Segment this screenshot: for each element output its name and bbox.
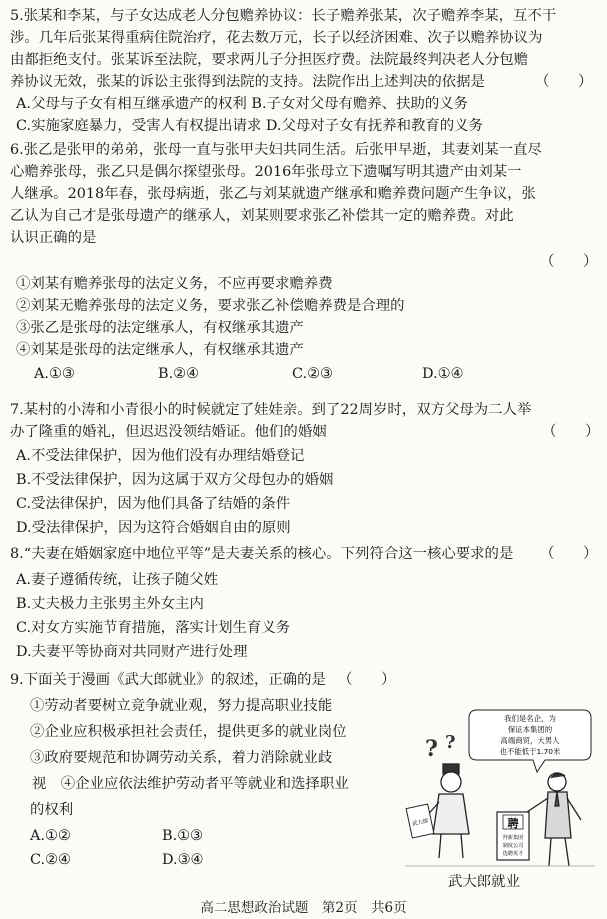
- sign-sub-line-2: 制度公司: [502, 843, 524, 849]
- q9-item-3: ③政府要规范和协调劳动关系，着力消除就业歧: [30, 750, 333, 766]
- q7-option-c: C.受法律保护，因为他们具备了结婚的条件: [16, 496, 291, 512]
- q9-item-3-cont: 视 ④企业应依法维护劳动者平等就业和选择职业: [32, 776, 349, 792]
- speech-line-4: 也不能低于1.70米: [499, 747, 561, 756]
- q9-stem: 9.下面关于漫画《武大郎就业》的叙述，正确的是: [10, 672, 326, 688]
- q5-options-ab: A.父母与子女有相互继承遗产的权利 B.子女对父母有赡养、扶助的义务: [16, 96, 469, 112]
- tall-recruiter-figure: [527, 773, 581, 866]
- resume-paper-text: 武大郎: [411, 818, 430, 828]
- q9-answer-paren: （ ）: [338, 672, 396, 688]
- q7-stem-line-2: 办了隆重的婚礼，但迟迟没领结婚证。他们的婚姻: [10, 424, 327, 440]
- q6-stem-line-5: 认识正确的是: [10, 230, 97, 246]
- q6-stem-line-2: 心赡养张母，张乙只是偶尔探望张母。2016年张母立下遗嘱写明其遗产由刘某一: [10, 164, 522, 180]
- q9-choice-a: A.①②: [30, 828, 71, 844]
- q8-option-a: A.妻子遵循传统，让孩子随父姓: [16, 572, 219, 588]
- q5-stem-line-4: 养协议无效，张某的诉讼主张得到法院的支持。法院作出上述判决的依据是: [10, 74, 485, 90]
- q9-choice-d: D.③④: [162, 852, 204, 868]
- q6-choice-d: D.①④: [422, 366, 464, 382]
- q9-item-4-cont: 的权利: [30, 802, 74, 818]
- q6-choice-a: A.①③: [34, 366, 75, 382]
- q8-option-d: D.夫妻平等协商对共同财产进行处理: [16, 644, 248, 660]
- q7-option-d: D.受法律保护，因为这符合婚姻自由的原则: [16, 520, 291, 536]
- q6-stem-line-1: 6.张乙是张甲的弟弟，张母一直与张甲夫妇共同生活。后张甲早逝，其妻刘某一直尽: [10, 142, 542, 158]
- question-mark-icon: ?: [445, 732, 456, 753]
- resume-paper: [406, 804, 434, 838]
- q9-item-1: ①劳动者要树立竞争就业观，努力提高职业技能: [30, 698, 333, 714]
- q9-choice-b: B.①③: [162, 828, 203, 844]
- q8-option-c: C.对女方实施节育措施，落实计划生育义务: [16, 620, 291, 636]
- q7-option-a: A.不受法律保护，因为他们没有办理结婚登记: [16, 448, 305, 464]
- q6-choice-b: B.②④: [158, 366, 199, 382]
- q6-item-3: ③张乙是张母的法定继承人，有权继承其遗产: [16, 320, 304, 336]
- q8-stem: 8.“夫妻在婚姻家庭中地位平等”是夫妻关系的核心。下列符合这一核心要求的是: [10, 546, 514, 562]
- q8-option-b: B.丈夫极力主张男主外女主内: [16, 596, 204, 612]
- q7-stem-line-1: 7.某村的小涛和小青很小的时候就定了娃娃亲。到了22周岁时，双方父母为二人举: [10, 402, 532, 418]
- question-mark-icon: ?: [425, 736, 438, 762]
- q9-choice-c: C.②④: [30, 852, 71, 868]
- q9-item-2: ②企业应积极承担社会责任，提供更多的就业岗位: [30, 724, 347, 740]
- wu-dalang-figure: [425, 764, 469, 858]
- q7-option-b: B.不受法律保护，因为这属于双方父母包办的婚姻: [16, 472, 334, 488]
- q6-item-4: ④刘某是张母的法定继承人，有权继承其遗产: [16, 342, 304, 358]
- q6-stem-line-3: 人继承。2018年春，张母病逝，张乙与刘某就遗产继承和赡养费问题产生争议，张: [10, 186, 536, 202]
- speech-bubble: [469, 710, 591, 772]
- q5-options-cd: C.实施家庭暴力，受害人有权提出请求 D.父母对子女有抚养和教育的义务: [16, 118, 483, 134]
- q7-answer-paren: （ ）: [542, 424, 600, 440]
- q5-stem-line-1: 5.张某和李某，与子女达成老人分包赡养协议：长子赡养张某，次子赡养李某，互不干: [10, 8, 557, 24]
- page-footer: 高二思想政治试题 第2页 共6页: [200, 900, 407, 916]
- cartoon-caption: 武大郎就业: [448, 874, 520, 890]
- q5-stem-line-3: 由都拒绝支付。张某诉至法院，要求两儿子分担医疗费。法院最终判决老人分包赡: [10, 52, 529, 68]
- q6-choice-c: C.②③: [292, 366, 333, 382]
- q5-stem-line-2: 涉。几年后张某得重病住院治疗，花去数万元，长子以经济困难、次子以赡养协议为: [10, 30, 543, 46]
- speech-line-3: 高端商贸，大男人: [500, 736, 560, 745]
- q6-item-1: ①刘某有赡养张母的法定义务，不应再要求赡养费: [16, 276, 333, 292]
- q6-stem-line-4: 乙认为自己才是张母遗产的继承人，刘某则要求张乙补偿其一定的赡养费。对此: [10, 208, 514, 224]
- sign-sub-line-3: 选聘英才: [502, 851, 524, 857]
- q8-answer-paren: （ ）: [540, 546, 598, 562]
- q6-answer-paren: （ ）: [540, 254, 598, 270]
- q5-answer-paren: （ ）: [535, 74, 593, 90]
- speech-line-1: 我们是名企，为: [504, 714, 556, 723]
- recruitment-sign: [497, 812, 529, 860]
- q6-item-2: ②刘某无赡养张母的法定义务，要求张乙补偿赡养费是合理的: [16, 298, 405, 314]
- speech-line-2: 保证本集团的: [507, 725, 553, 734]
- cartoon-illustration: [405, 708, 595, 868]
- sign-sub-line-1: 拜新集团: [502, 835, 524, 841]
- sign-main-text: 聘: [507, 817, 519, 830]
